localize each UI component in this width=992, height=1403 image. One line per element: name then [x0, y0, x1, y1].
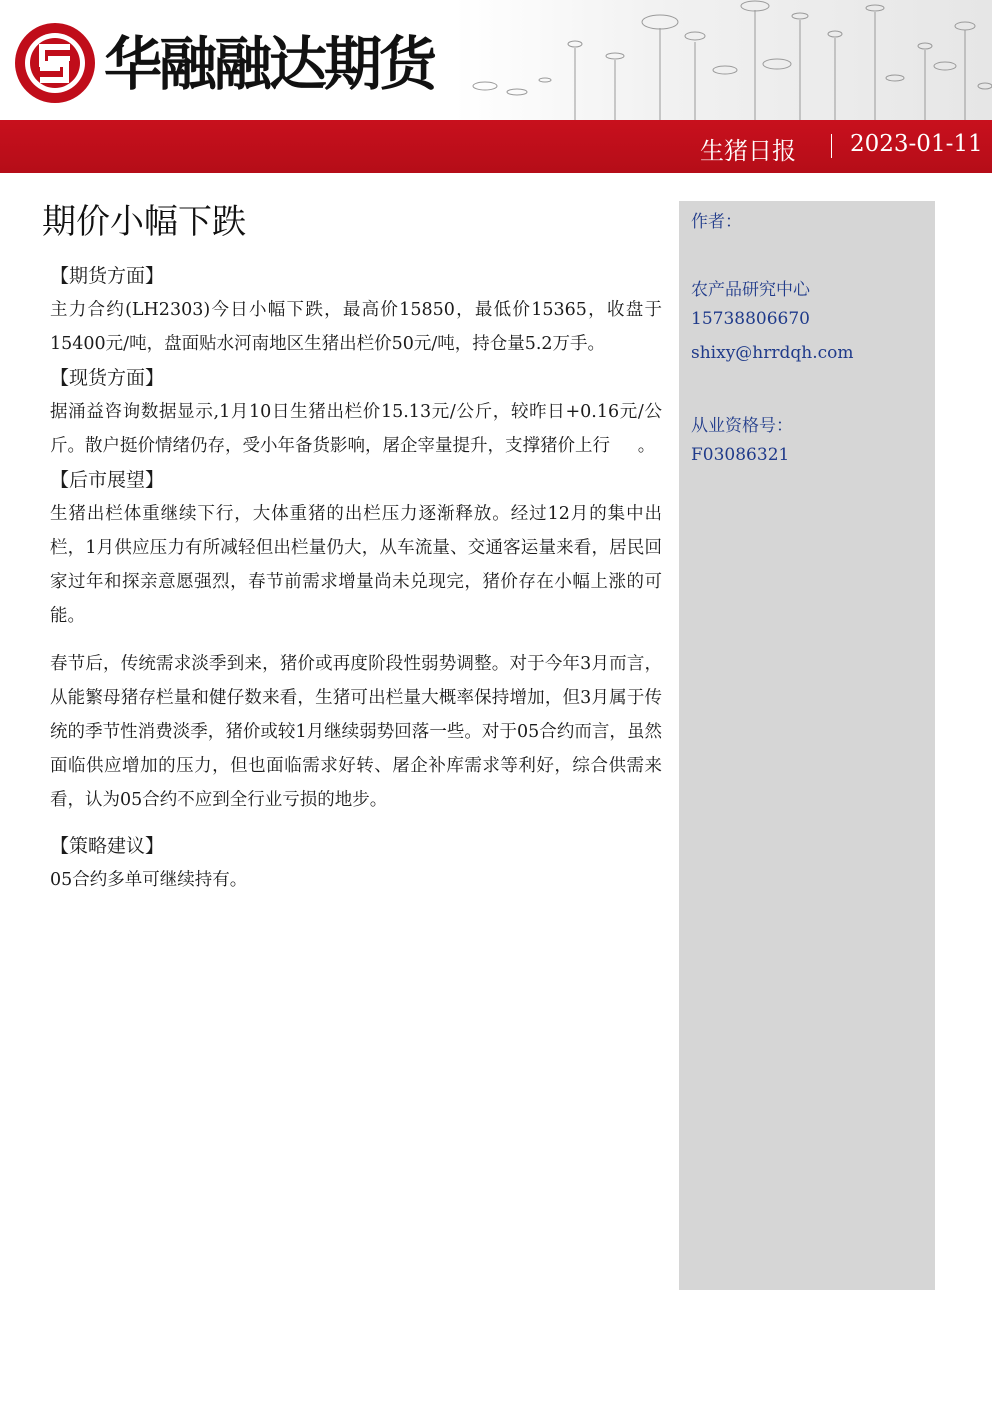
author-email[interactable]: shixy@hrrdqh.com	[691, 343, 854, 363]
strategy-heading: 【策略建议】	[50, 835, 165, 857]
outlook-text-2: 春节后，传统需求淡季到来，猪价或再度阶段性弱势调整。对于今年3月而言，从能繁母猪存栏量和健仔数来看，生猪可出栏量大概率保持增加，但3月属于传统的季节性消费淡季，猪价或较1月继续弱势回落一些。对于05合约而言，虽然面临供应增加的压力，但也面临需求好转、屠企补库需求等利好，综合供需来看，认为05合约不应到全行业亏损的地步。	[50, 654, 662, 810]
report-type: 生猪日报	[700, 137, 796, 165]
report-body	[42, 195, 662, 897]
author-label: 作者：	[691, 212, 742, 232]
header-red-bar	[0, 120, 992, 173]
license-number: F03086321	[691, 445, 790, 465]
bubble-decoration-graphic	[455, 0, 992, 120]
report-date: 2023-01-11	[850, 131, 983, 157]
spot-text: 据涌益咨询数据显示,1月10日生猪出栏价15.13元/公斤，较昨日+0.16元/公斤。散户挺价情绪仍存，受小年备货影响，屠企宰量提升，支撑猪价上行 。	[50, 402, 662, 456]
license-label: 从业资格号：	[691, 416, 793, 436]
page-title: 期价小幅下跌	[42, 202, 246, 242]
author-phone: 15738806670	[691, 309, 810, 329]
strategy-text: 05合约多单可继续持有。	[50, 870, 248, 890]
header-decoration	[455, 0, 992, 120]
header-separator	[831, 134, 832, 158]
outlook-heading: 【后市展望】	[50, 469, 165, 491]
author-department: 农产品研究中心	[691, 280, 810, 300]
futures-heading: 【期货方面】	[50, 265, 165, 287]
author-sidebar	[679, 201, 935, 1290]
futures-text: 主力合约(LH2303)今日小幅下跌，最高价15850，最低价15365，收盘于15400元/吨，盘面贴水河南地区生猪出栏价50元/吨，持仓量5.2万手。	[50, 300, 662, 354]
company-logo-icon	[12, 20, 98, 106]
page-header	[0, 0, 992, 175]
brand-name: 华融融达期货	[104, 30, 435, 98]
outlook-text-1: 生猪出栏体重继续下行，大体重猪的出栏压力逐渐释放。经过12月的集中出栏，1月供应压力有所减轻但出栏量仍大，从车流量、交通客运量来看，居民回家过年和探亲意愿强烈，春节前需求增量尚未兑现完，猪价存在小幅上涨的可能。	[50, 504, 662, 626]
spot-heading: 【现货方面】	[50, 367, 165, 389]
